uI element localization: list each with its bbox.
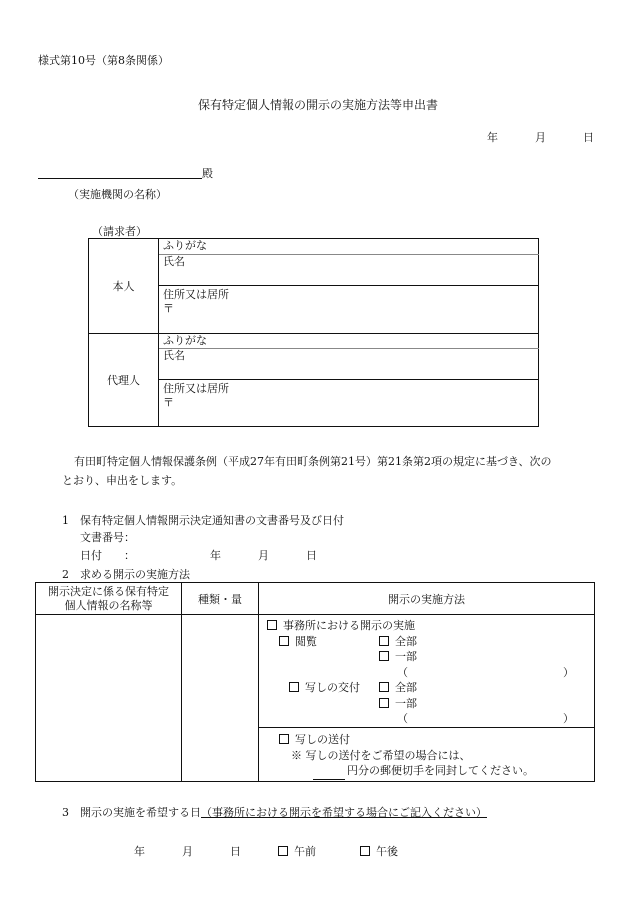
addressee-label: （実施機関の名称）: [68, 188, 167, 201]
checkbox[interactable]: [360, 846, 370, 856]
address-label: 住所又は居所: [163, 288, 229, 301]
all-label: 全部: [395, 681, 417, 694]
addressee-suffix: 殿: [202, 167, 213, 180]
mail-note-1: ※ 写しの送付をご希望の場合には、: [291, 748, 471, 762]
section3-heading: [62, 804, 487, 820]
col1-line1: 開示決定に係る保有特定: [48, 584, 169, 598]
checkbox[interactable]: [267, 620, 277, 630]
postal-mark: 〒: [163, 396, 174, 409]
section3-month: 月: [182, 845, 193, 858]
section1-day: 日: [306, 549, 317, 562]
viewing-part-detail[interactable]: [259, 665, 594, 681]
section3-year: 年: [134, 845, 145, 858]
agent-furigana-cell[interactable]: [159, 334, 539, 349]
address-label: 住所又は居所: [163, 382, 229, 395]
copy-part-detail[interactable]: [259, 711, 594, 727]
viewing-all-option[interactable]: [379, 634, 417, 650]
requester-label: （請求者）: [92, 225, 147, 238]
principal-cell: [89, 239, 159, 334]
date-label: 日付 ：: [80, 549, 135, 562]
addressee-underline: [38, 178, 202, 179]
principal-address-cell[interactable]: [159, 286, 539, 334]
principal-label: 本人: [112, 280, 135, 293]
checkbox[interactable]: [379, 682, 389, 692]
pm-label: 午後: [376, 845, 398, 858]
mail-note-2: 円分の郵便切手を同封してください。: [347, 764, 534, 777]
pm-option[interactable]: [360, 843, 398, 859]
doc-number-label: 文書番号：: [80, 531, 135, 544]
copy-delivery-label: 写しの交付: [305, 681, 360, 694]
requester-table: [88, 238, 539, 427]
section1-year: 年: [210, 549, 221, 562]
stamp-amount-field[interactable]: [313, 763, 345, 780]
section2-heading: 2 求める開示の実施方法: [62, 568, 190, 581]
paren-open: （: [397, 665, 408, 679]
office-disclosure-cell: [259, 615, 595, 728]
am-label: 午前: [294, 845, 316, 858]
section3-heading-prefix: 3 開示の実施を希望する日: [62, 806, 201, 819]
col2-label: 種類・量: [198, 592, 242, 606]
principal-name-cell[interactable]: [159, 255, 539, 286]
section3-heading-note: （事務所における開示を希望する場合にご記入ください）: [201, 806, 487, 819]
viewing-label: 閲覧: [295, 634, 317, 648]
type-amount-cell[interactable]: [182, 615, 259, 782]
viewing-part-option[interactable]: [259, 649, 594, 665]
checkbox[interactable]: [289, 682, 299, 692]
agent-cell: [89, 334, 159, 427]
checkbox[interactable]: [379, 698, 389, 708]
part-label: 一部: [395, 650, 417, 663]
date-day: 日: [583, 131, 594, 144]
col1-line2: 個人情報の名称等: [64, 598, 153, 612]
checkbox[interactable]: [279, 636, 289, 646]
intro-text-2: とおり、申出をします。: [62, 474, 183, 487]
office-disclosure-label: 事務所における開示の実施: [283, 619, 415, 632]
checkbox[interactable]: [279, 734, 289, 744]
paren-open: （: [397, 712, 408, 725]
date-month: 月: [535, 131, 546, 144]
paren-close: ）: [563, 665, 574, 679]
mail-note-2-row: [259, 763, 594, 780]
furigana-label: ふりがな: [163, 239, 207, 252]
info-name-cell[interactable]: [36, 615, 182, 782]
col-header-type-amount: [182, 583, 259, 615]
agent-label: 代理人: [107, 374, 140, 387]
all-label: 全部: [395, 634, 417, 648]
form-number: 様式第10号（第8条関係）: [38, 54, 169, 67]
mail-copy-label: 写しの送付: [295, 733, 350, 746]
part-label: 一部: [395, 696, 417, 710]
am-option[interactable]: [278, 843, 316, 859]
viewing-option[interactable]: [259, 634, 594, 650]
copy-delivery-option[interactable]: [259, 680, 594, 696]
section1-heading: 1 保有特定個人情報開示決定通知書の文書番号及び日付: [62, 514, 344, 527]
date-year: 年: [487, 131, 498, 144]
agent-address-cell[interactable]: [159, 380, 539, 427]
checkbox[interactable]: [379, 636, 389, 646]
furigana-label: ふりがな: [163, 334, 207, 347]
col-header-method: [259, 583, 595, 615]
postal-mark: 〒: [163, 302, 174, 315]
principal-furigana-cell[interactable]: [159, 239, 539, 255]
copy-part-option[interactable]: [259, 696, 594, 712]
checkbox[interactable]: [379, 651, 389, 661]
section3-day: 日: [230, 845, 241, 858]
name-label: 氏名: [163, 255, 185, 268]
disclosure-method-table: [35, 582, 595, 782]
paren-close: ）: [563, 712, 574, 725]
name-label: 氏名: [163, 349, 185, 362]
copy-all-option[interactable]: [379, 680, 417, 696]
agent-name-cell[interactable]: [159, 349, 539, 380]
page-title: 保有特定個人情報の開示の実施方法等申出書: [198, 98, 439, 112]
col3-label: 開示の実施方法: [388, 592, 465, 606]
col-header-info-name: [36, 583, 182, 615]
checkbox[interactable]: [278, 846, 288, 856]
mail-copy-cell: [259, 728, 595, 782]
mail-copy-option[interactable]: [259, 732, 594, 748]
section1-month: 月: [258, 549, 269, 562]
office-disclosure-option[interactable]: [259, 618, 594, 634]
intro-text-1: 有田町特定個人情報保護条例（平成27年有田町条例第21号）第21条第2項の規定に基づき、次の: [74, 455, 552, 468]
